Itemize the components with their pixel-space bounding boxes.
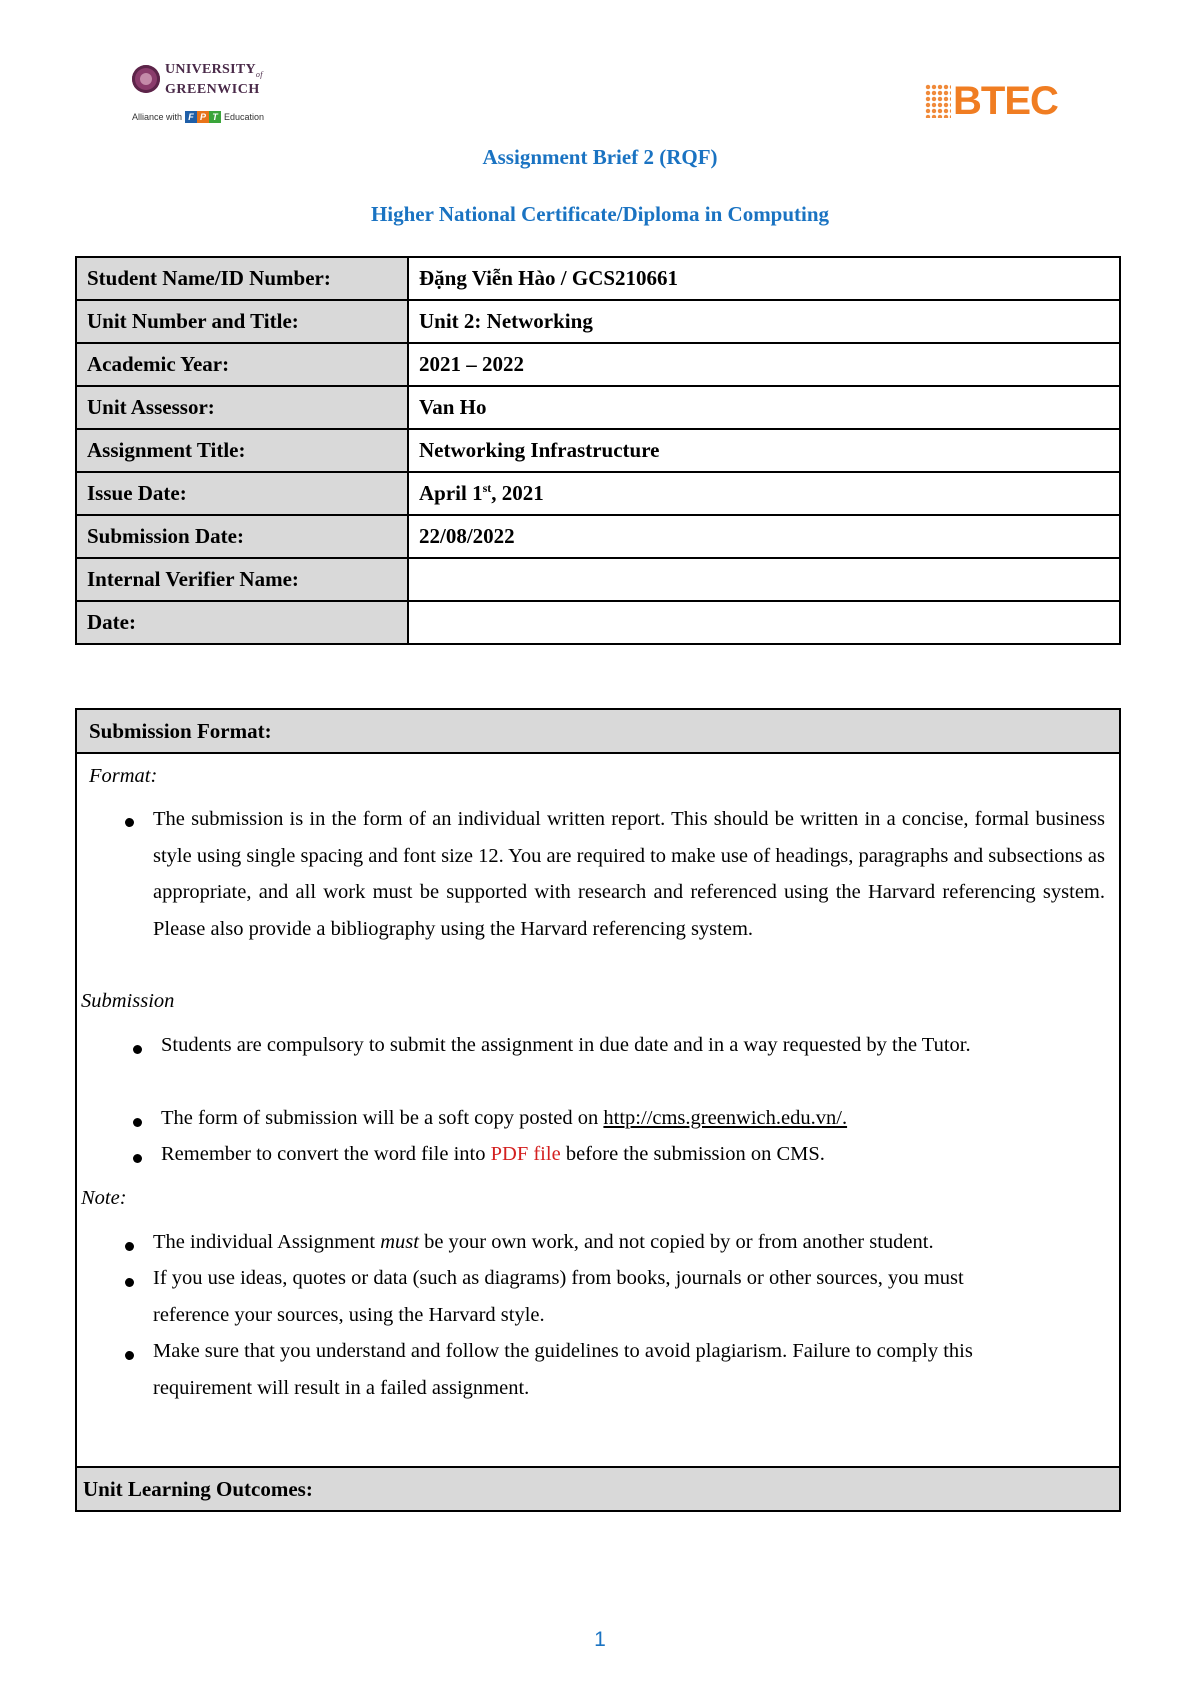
btec-wordmark: BTEC <box>953 78 1058 123</box>
row-label: Internal Verifier Name: <box>76 558 408 601</box>
bullet-dot-icon <box>125 1278 134 1287</box>
assignment-brief-title: Assignment Brief 2 (RQF) <box>482 145 718 169</box>
row-value: 2021 – 2022 <box>408 343 1120 386</box>
programme-title: Higher National Certificate/Diploma in Computing <box>370 202 830 226</box>
page-number: 1 <box>594 1628 606 1651</box>
alliance-suffix: Education <box>224 111 265 122</box>
table-row <box>76 515 1120 558</box>
issue-date-ordinal: st <box>482 481 492 495</box>
table-row <box>76 601 1120 644</box>
row-value: Đặng Viễn Hào / GCS210661 <box>408 257 1120 300</box>
row-label: Assignment Title: <box>76 429 408 472</box>
table-row <box>76 558 1120 601</box>
issue-date-main: April 1 <box>419 481 483 505</box>
row-value: 22/08/2022 <box>408 515 1120 558</box>
note-bullet-1-text: The individual Assignment <box>153 1231 381 1253</box>
table-row <box>76 300 1120 343</box>
row-value <box>408 472 1120 515</box>
note-label: Note: <box>81 1187 127 1209</box>
row-label: Issue Date: <box>76 472 408 515</box>
submission-label: Submission <box>81 990 175 1012</box>
submission-bullet-2-text: The form of submission will be a soft copy posted on <box>161 1107 604 1129</box>
alliance-line <box>132 111 282 123</box>
table-row <box>76 257 1120 300</box>
bullet-dot-icon <box>133 1154 142 1163</box>
note-bullet-1 <box>153 1224 1103 1261</box>
note-bullet-1-suffix: be your own work, and not copied by or from another student. <box>418 1231 934 1253</box>
unit-learning-outcomes-header: Unit Learning Outcomes: <box>77 1466 1119 1510</box>
row-label: Academic Year: <box>76 343 408 386</box>
table-row <box>76 343 1120 386</box>
submission-format-body <box>77 754 1119 1466</box>
row-label: Student Name/ID Number: <box>76 257 408 300</box>
row-label: Unit Assessor: <box>76 386 408 429</box>
alliance-prefix: Alliance with <box>132 111 183 122</box>
note-bullet-2: If you use ideas, quotes or data (such as diagrams) from books, journals or other sources, you must reference your sources, using the Harvard style. <box>153 1267 964 1326</box>
logo-line-2: GREENWICH <box>165 81 260 97</box>
university-crest-icon <box>132 65 160 93</box>
bullet-dot-icon <box>125 1242 134 1251</box>
row-label: Unit Number and Title: <box>76 300 408 343</box>
submission-bullet-2 <box>161 1100 1101 1137</box>
row-value: Unit 2: Networking <box>408 300 1120 343</box>
row-value <box>408 601 1120 644</box>
btec-logo <box>925 78 1058 124</box>
submission-format-header: Submission Format: <box>77 710 1119 754</box>
row-value <box>408 558 1120 601</box>
fpt-letter-p: P <box>197 111 209 123</box>
bullet-dot-icon <box>133 1045 142 1054</box>
bullet-dot-icon <box>133 1118 142 1127</box>
submission-bullet-1: Students are compulsory to submit the assignment in due date and in a way requested by the Tutor. <box>161 1034 971 1056</box>
bullet-dot-icon <box>125 1351 134 1360</box>
cms-link[interactable]: http://cms.greenwich.edu.vn/. <box>603 1107 848 1129</box>
logo-line-1: UNIVERSITY <box>165 62 256 77</box>
table-row <box>76 429 1120 472</box>
format-bullet: The submission is in the form of an individual written report. This should be written in a concise, formal business style using single spacing and font size 12. You are required to make use of headings, paragraphs and subsections as appropriate, and all work must be supported with research and referenced using the Harvard referencing system. Please also provide a bibliography using the Harvard referencing system. <box>153 808 1105 940</box>
row-value: Networking Infrastructure <box>408 429 1120 472</box>
row-label: Submission Date: <box>76 515 408 558</box>
table-row <box>76 386 1120 429</box>
format-label: Format: <box>89 765 158 787</box>
university-of-greenwich-logo <box>132 62 282 132</box>
submission-bullet-3 <box>161 1136 1101 1173</box>
submission-bullet-3-text: Remember to convert the word file into <box>161 1143 491 1165</box>
pdf-file-highlight: PDF file <box>490 1143 561 1165</box>
note-bullet-3: Make sure that you understand and follow the guidelines to avoid plagiarism. Failure to comply this requirement will result in a failed assignment. <box>153 1340 973 1399</box>
fpt-letter-f: F <box>185 111 197 123</box>
btec-dots-icon <box>925 84 951 118</box>
submission-bullet-3-suffix: before the submission on CMS. <box>560 1143 825 1165</box>
table-row <box>76 472 1120 515</box>
row-label: Date: <box>76 601 408 644</box>
bullet-dot-icon <box>125 818 134 827</box>
issue-date-year: , 2021 <box>491 481 544 505</box>
note-bullet-1-emphasis: must <box>380 1231 419 1253</box>
assignment-info-table <box>75 256 1121 645</box>
submission-format-box <box>75 708 1121 1512</box>
fpt-logo-icon <box>185 111 221 123</box>
logo-line-1-suffix: of <box>255 69 263 79</box>
row-value: Van Ho <box>408 386 1120 429</box>
fpt-letter-t: T <box>209 111 221 123</box>
